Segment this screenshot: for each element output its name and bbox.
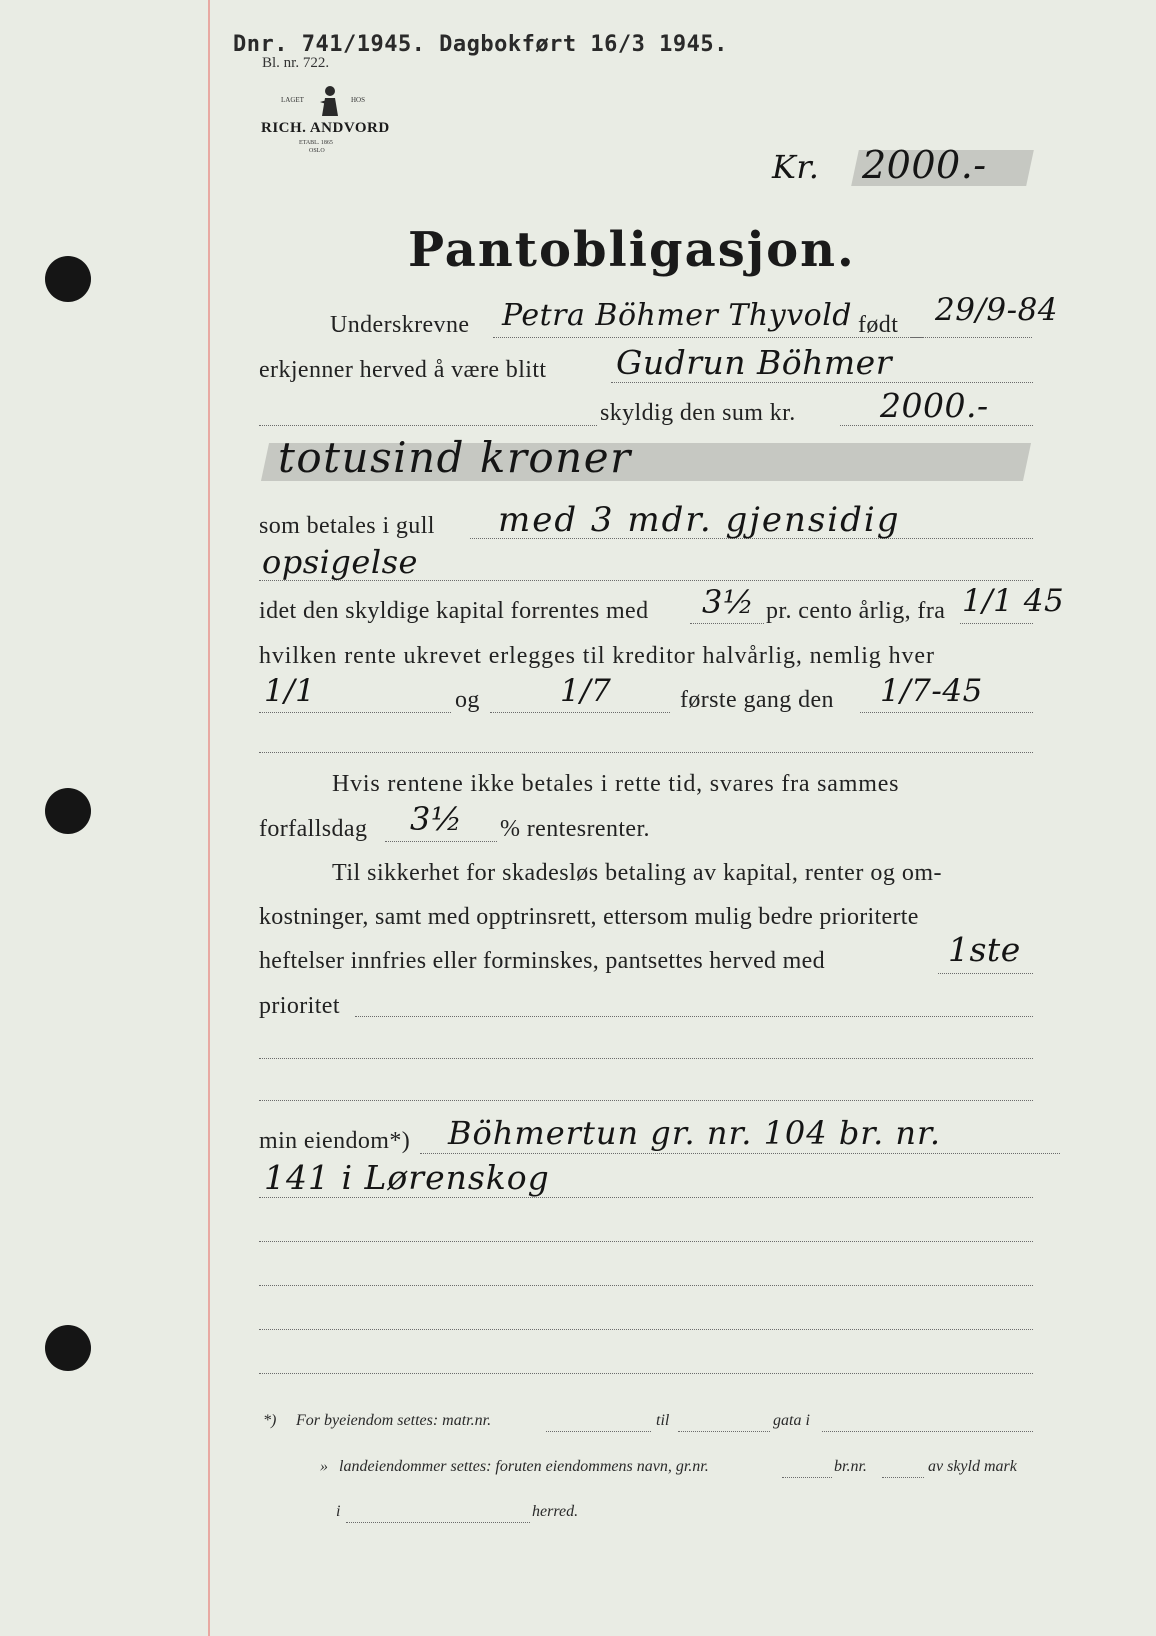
blank-dotline-6 — [259, 1285, 1033, 1286]
owe-amount: 2000.- — [880, 386, 989, 425]
punch-hole — [45, 1325, 91, 1371]
property-value: Böhmertun gr. nr. 104 br. nr. — [448, 1114, 941, 1152]
born-label: født — [858, 312, 899, 338]
footnote-line2-b: br.nr. — [834, 1458, 867, 1475]
property-label: min eiendom*) — [259, 1128, 411, 1154]
printer-figure-icon — [317, 84, 343, 118]
owe-dotline — [840, 425, 1033, 426]
undersigned-name: Petra Böhmer Thyvold — [502, 298, 853, 333]
interest-from: 1/1 45 — [962, 583, 1065, 619]
para1-dotline — [385, 841, 497, 842]
red-margin-line — [208, 0, 210, 1636]
amount-prefix: Kr. — [772, 148, 820, 186]
first-label: første gang den — [680, 687, 834, 713]
interest-from-dotline — [960, 623, 1033, 624]
para1-suffix: % rentesrenter. — [500, 816, 650, 842]
undersigned-label: Underskrevne — [330, 312, 470, 338]
property-value-2: 141 i Lørenskog — [264, 1158, 550, 1197]
interest-mid-label: pr. cento årlig, fra — [766, 598, 946, 624]
para1-rate: 3½ — [410, 800, 463, 838]
blank-dotline-2 — [259, 752, 1033, 753]
footnote-mark: *) — [263, 1412, 277, 1429]
first-dotline — [860, 712, 1033, 713]
amount-value: 2000.- — [862, 143, 987, 187]
priority-value: 1ste — [948, 930, 1021, 969]
footnote-line1-b: til — [656, 1412, 670, 1429]
blank-number: Bl. nr. 722. — [262, 55, 330, 71]
og-label: og — [455, 687, 480, 713]
acknowledge-label: erkjenner herved å være blitt — [259, 357, 547, 383]
date2-dotline — [490, 712, 670, 713]
blank-dotline-8 — [259, 1373, 1033, 1374]
blank-dotline-5 — [259, 1241, 1033, 1242]
para2-line1: Til sikkerhet for skadesløs betaling av kapital, renter og om- — [332, 860, 942, 886]
punch-hole — [45, 256, 91, 302]
footnote-mark-2: » — [320, 1458, 328, 1475]
blank-dotline-4 — [259, 1100, 1033, 1101]
publisher-logo: LAGET HOS RICH. ANDVORD ETABL. 1865 OSLO — [255, 84, 405, 164]
para1-line1: Hvis rentene ikke betales i rette tid, svares fra sammes — [332, 771, 900, 797]
priority-label: prioritet — [259, 993, 340, 1019]
priority-line-dotline — [355, 1016, 1033, 1017]
creditor-name: Gudrun Böhmer — [616, 343, 892, 382]
para2-line3: heftelser innfries eller forminskes, pantsettes herved med — [259, 948, 825, 974]
born-dotline — [910, 337, 1032, 338]
footnote-line3-a: i — [336, 1503, 341, 1520]
footnote-dotline-3 — [822, 1431, 1033, 1432]
punch-hole — [45, 788, 91, 834]
date1-dotline — [259, 712, 451, 713]
para2-line2: kostninger, samt med opptrinsrett, ettersom mulig bedre prioriterte — [259, 904, 919, 930]
blank-dotline — [259, 425, 597, 426]
amount-in-words: totusind kroner — [278, 433, 632, 482]
pay-terms: med 3 mdr. gjensidig — [498, 500, 901, 540]
interest-date-1: 1/1 — [264, 673, 316, 709]
interest-dotline — [690, 623, 764, 624]
pay-label: som betales i gull — [259, 513, 435, 539]
para1-label: forfallsdag — [259, 816, 368, 842]
property-dotline — [420, 1153, 1060, 1154]
footnote-line1-a: For byeiendom settes: matr.nr. — [296, 1412, 492, 1429]
interest-date-2: 1/7 — [560, 673, 612, 709]
born-date: 29/9-84 — [935, 292, 1059, 328]
footnote-dotline-2 — [678, 1431, 770, 1432]
interest-rate: 3½ — [702, 583, 755, 621]
creditor-dotline — [611, 382, 1033, 383]
document-title: Pantobligasjon. — [408, 222, 856, 278]
priority-dotline — [938, 973, 1033, 974]
interest-label: idet den skyldige kapital forrentes med — [259, 598, 649, 624]
footnote-line1-c: gata i — [773, 1412, 810, 1429]
first-date: 1/7-45 — [880, 673, 983, 709]
owe-label: skyldig den sum kr. — [600, 400, 796, 426]
footnote-dotline-1 — [546, 1431, 651, 1432]
property-dotline-2 — [259, 1197, 1033, 1198]
footnote-line2-c: av skyld mark — [928, 1458, 1017, 1475]
footnote-dotline-4 — [782, 1477, 832, 1478]
rent-line: hvilken rente ukrevet erlegges til kreditor halvårlig, nemlig hver — [259, 643, 935, 669]
blank-dotline-3 — [259, 1058, 1033, 1059]
footnote-line3-b: herred. — [532, 1503, 579, 1520]
footnote-dotline-5 — [882, 1477, 924, 1478]
footnote-dotline-6 — [346, 1522, 530, 1523]
registration-stamp: Dnr. 741/1945. Dagbokført 16/3 1945. — [233, 32, 728, 57]
blank-dotline-7 — [259, 1329, 1033, 1330]
pay-terms-2: opsigelse — [262, 543, 418, 581]
footnote-line2-a: landeiendommer settes: foruten eiendommens navn, gr.nr. — [339, 1458, 709, 1475]
